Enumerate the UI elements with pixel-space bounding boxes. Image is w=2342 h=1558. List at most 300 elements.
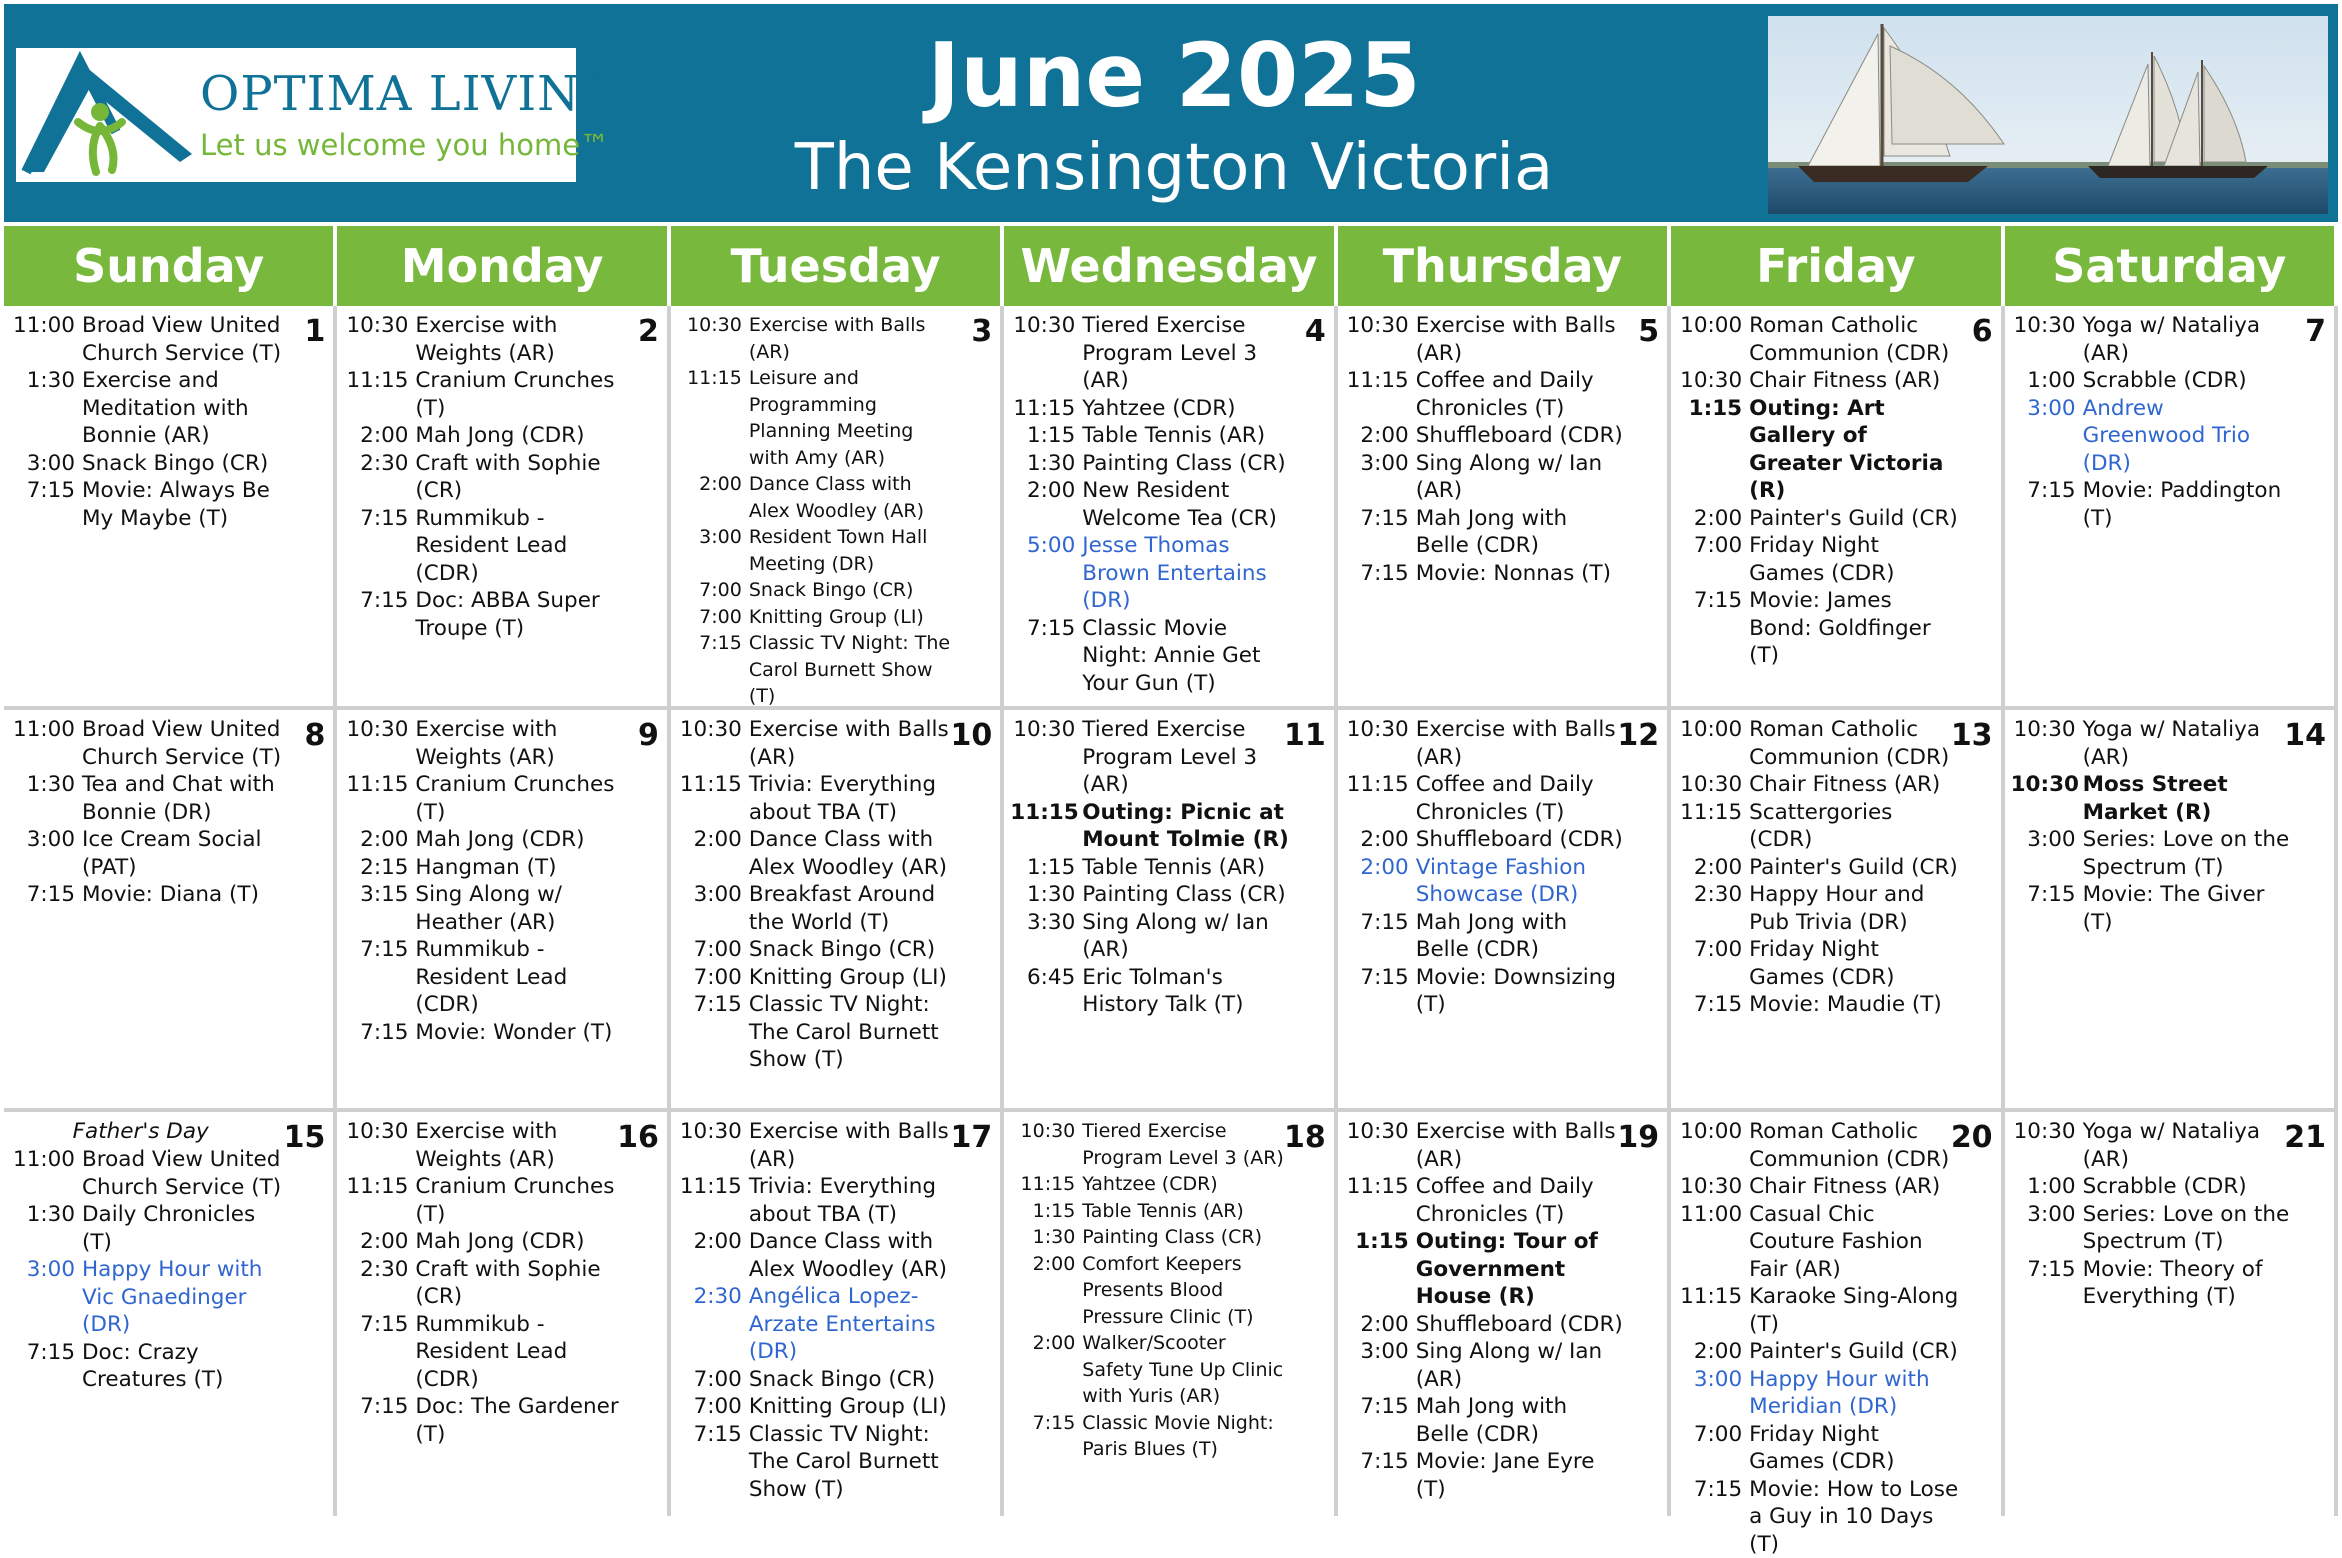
event-item (343, 367, 624, 422)
event-time: 10:00 (1677, 716, 1749, 771)
event-description: Scrabble (CDR) (2083, 1173, 2292, 1201)
date-number: 9 (638, 718, 659, 753)
event-time: 11:00 (10, 716, 82, 771)
event-description: Craft with Sophie (CR) (415, 1256, 624, 1311)
event-time: 10:30 (343, 716, 415, 771)
event-description: Broad View United Church Service (T) (82, 312, 291, 367)
event-item (343, 450, 624, 505)
event-time: 7:00 (677, 1366, 749, 1394)
date-number: 13 (1951, 718, 1993, 753)
event-description: Table Tennis (AR) (1082, 1198, 1291, 1225)
event-item (1010, 716, 1291, 799)
event-time: 3:00 (2011, 1201, 2083, 1256)
event-time: 3:00 (1677, 1366, 1749, 1421)
event-item (1010, 395, 1291, 423)
event-time: 11:15 (1010, 395, 1082, 423)
event-item (343, 881, 624, 936)
event-item (1677, 587, 1958, 670)
day-cell-9 (337, 710, 666, 1108)
event-item (1677, 367, 1958, 395)
event-description: Snack Bingo (CR) (749, 577, 958, 604)
event-item (2011, 312, 2292, 367)
event-time: 10:00 (1677, 312, 1749, 367)
event-item (2011, 826, 2292, 881)
event-list (2011, 312, 2292, 532)
day-cell-12 (1338, 710, 1667, 1108)
event-time: 10:30 (2011, 771, 2083, 826)
event-item (1344, 1118, 1625, 1173)
weekday-header-sunday: Sunday (4, 226, 333, 306)
day-cell-18 (1004, 1112, 1333, 1516)
event-item (10, 826, 291, 881)
event-item (1010, 1198, 1291, 1225)
event-item (1344, 826, 1625, 854)
event-description: Mah Jong (CDR) (415, 826, 624, 854)
event-list (10, 1118, 291, 1394)
event-description: Doc: Crazy Creatures (T) (82, 1339, 291, 1394)
event-time: 3:00 (1344, 1338, 1416, 1393)
event-time: 7:15 (677, 991, 749, 1074)
event-time: 2:00 (1010, 477, 1082, 532)
event-description: Yoga w/ Nataliya (AR) (2083, 312, 2292, 367)
event-item (10, 1201, 291, 1256)
event-item (1010, 312, 1291, 395)
event-description: Happy Hour with Meridian (DR) (1749, 1366, 1958, 1421)
event-time: 11:00 (10, 312, 82, 367)
event-item (343, 1173, 624, 1228)
event-time: 11:15 (1677, 1283, 1749, 1338)
event-item (1344, 367, 1625, 422)
event-time: 11:15 (343, 1173, 415, 1228)
event-time: 10:30 (1677, 771, 1749, 799)
event-item (1344, 450, 1625, 505)
event-description: Snack Bingo (CR) (749, 936, 958, 964)
event-item (1677, 771, 1958, 799)
event-description: Classic Movie Night: Paris Blues (T) (1082, 1410, 1291, 1463)
event-description: Knitting Group (LI) (749, 1393, 958, 1421)
date-number: 1 (305, 314, 326, 349)
event-time: 7:15 (677, 630, 749, 710)
event-description: Scrabble (CDR) (2083, 367, 2292, 395)
event-time: 6:45 (1010, 964, 1082, 1019)
event-item (343, 936, 624, 1019)
day-cell-1 (4, 306, 333, 706)
event-item (343, 771, 624, 826)
event-item (677, 881, 958, 936)
event-description: Table Tennis (AR) (1082, 854, 1291, 882)
day-cell-13 (1671, 710, 2000, 1108)
event-description: Sing Along w/ Ian (AR) (1082, 909, 1291, 964)
event-time: 7:15 (10, 1339, 82, 1394)
event-list (2011, 1118, 2292, 1311)
event-description: Exercise with Balls (AR) (1416, 1118, 1625, 1173)
event-time: 7:15 (343, 1019, 415, 1047)
event-item (2011, 1201, 2292, 1256)
event-item (677, 604, 958, 631)
event-time: 2:00 (677, 826, 749, 881)
event-item (1677, 1173, 1958, 1201)
event-item (10, 771, 291, 826)
date-number: 4 (1305, 314, 1326, 349)
event-time: 1:30 (10, 771, 82, 826)
event-time: 10:30 (677, 716, 749, 771)
event-item (677, 1118, 958, 1173)
event-list (677, 1118, 958, 1503)
month-title: June 2025 (764, 26, 1584, 126)
event-time: 7:15 (343, 587, 415, 642)
event-item (1677, 1118, 1958, 1173)
event-description: Series: Love on the Spectrum (T) (2083, 1201, 2292, 1256)
event-time: 7:00 (1677, 532, 1749, 587)
event-item (1344, 909, 1625, 964)
event-description: Roman Catholic Communion (CDR) (1749, 716, 1958, 771)
event-time: 10:30 (677, 312, 749, 365)
event-time: 7:15 (2011, 477, 2083, 532)
day-cell-2 (337, 306, 666, 706)
event-time: 11:15 (1344, 771, 1416, 826)
event-list (1677, 1118, 1958, 1558)
event-description: Craft with Sophie (CR) (415, 450, 624, 505)
event-item (677, 964, 958, 992)
event-item (10, 1146, 291, 1201)
day-cell-7 (2005, 306, 2334, 706)
event-time: 11:15 (343, 367, 415, 422)
event-item (1344, 422, 1625, 450)
event-time: 11:15 (677, 1173, 749, 1228)
weekday-header-wednesday: Wednesday (1004, 226, 1333, 306)
event-item (343, 587, 624, 642)
event-item (1010, 909, 1291, 964)
event-description: Walker/Scooter Safety Tune Up Clinic with Yuris (AR) (1082, 1330, 1291, 1410)
event-time: 1:00 (2011, 367, 2083, 395)
event-item (2011, 1173, 2292, 1201)
event-time: 1:30 (1010, 881, 1082, 909)
event-item (10, 1339, 291, 1394)
event-time: 10:30 (2011, 716, 2083, 771)
event-list (343, 1118, 624, 1448)
event-item (1010, 1224, 1291, 1251)
event-time: 7:15 (1344, 1448, 1416, 1503)
event-time: 3:00 (10, 450, 82, 478)
event-item (10, 881, 291, 909)
event-description: Sing Along w/ Ian (AR) (1416, 450, 1625, 505)
event-list (1677, 716, 1958, 1019)
event-item (1677, 532, 1958, 587)
event-description: New Resident Welcome Tea (CR) (1082, 477, 1291, 532)
event-description: Broad View United Church Service (T) (82, 716, 291, 771)
event-item (1010, 799, 1291, 854)
weekday-header-thursday: Thursday (1338, 226, 1667, 306)
event-item (677, 1283, 958, 1366)
event-description: Snack Bingo (CR) (82, 450, 291, 478)
event-item (343, 312, 624, 367)
event-time: 3:15 (343, 881, 415, 936)
event-item (1344, 560, 1625, 588)
event-description: Classic Movie Night: Annie Get Your Gun (T) (1082, 615, 1291, 698)
event-description: Karaoke Sing-Along (T) (1749, 1283, 1958, 1338)
event-description: Happy Hour and Pub Trivia (DR) (1749, 881, 1958, 936)
event-description: Chair Fitness (AR) (1749, 1173, 1958, 1201)
event-description: Painting Class (CR) (1082, 450, 1291, 478)
event-time: 2:00 (677, 471, 749, 524)
event-item (1677, 1366, 1958, 1421)
event-item (1344, 1311, 1625, 1339)
event-description: Comfort Keepers Presents Blood Pressure Clinic (T) (1082, 1251, 1291, 1331)
event-description: Painting Class (CR) (1082, 881, 1291, 909)
event-time: 5:00 (1010, 532, 1082, 615)
event-description: Painter's Guild (CR) (1749, 505, 1958, 533)
event-description: Classic TV Night: The Carol Burnett Show (T) (749, 1421, 958, 1504)
event-time: 10:30 (2011, 1118, 2083, 1173)
event-description: Angélica Lopez-Arzate Entertains (DR) (749, 1283, 958, 1366)
event-description: Outing: Tour of Government House (R) (1416, 1228, 1625, 1311)
date-number: 21 (2284, 1120, 2326, 1155)
event-item (677, 365, 958, 471)
event-time: 10:30 (1677, 367, 1749, 395)
event-time: 2:00 (1677, 1338, 1749, 1366)
date-number: 5 (1638, 314, 1659, 349)
event-time: 7:15 (2011, 881, 2083, 936)
day-cell-4 (1004, 306, 1333, 706)
event-description: Mah Jong with Belle (CDR) (1416, 505, 1625, 560)
event-time: 7:00 (677, 936, 749, 964)
event-description: Exercise and Meditation with Bonnie (AR) (82, 367, 291, 450)
day-cell-5 (1338, 306, 1667, 706)
day-cell-10 (671, 710, 1000, 1108)
day-cell-20 (1671, 1112, 2000, 1516)
event-item (2011, 367, 2292, 395)
event-description: Hangman (T) (415, 854, 624, 882)
event-item (677, 577, 958, 604)
event-description: Ice Cream Social (PAT) (82, 826, 291, 881)
event-item (1677, 854, 1958, 882)
event-description: Rummikub - Resident Lead (CDR) (415, 1311, 624, 1394)
date-number: 14 (2284, 718, 2326, 753)
event-item (2011, 881, 2292, 936)
event-time: 7:15 (10, 881, 82, 909)
event-time: 7:00 (677, 1393, 749, 1421)
event-time: 3:00 (1344, 450, 1416, 505)
event-description: Exercise with Balls (AR) (1416, 312, 1625, 367)
event-time: 10:30 (1010, 716, 1082, 799)
event-item (1344, 1393, 1625, 1448)
event-description: Doc: ABBA Super Troupe (T) (415, 587, 624, 642)
event-item (1344, 505, 1625, 560)
event-time: 2:00 (1010, 1330, 1082, 1410)
event-item (1010, 1251, 1291, 1331)
event-item (2011, 716, 2292, 771)
event-time: 2:30 (677, 1283, 749, 1366)
event-description: Exercise with Weights (AR) (415, 716, 624, 771)
event-description: Yahtzee (CDR) (1082, 395, 1291, 423)
event-description: Exercise with Balls (AR) (749, 716, 958, 771)
event-time: 11:15 (1010, 799, 1082, 854)
event-list (1677, 312, 1958, 670)
event-time: 2:00 (1010, 1251, 1082, 1331)
event-list (677, 716, 958, 1074)
event-item (1344, 312, 1625, 367)
event-time: 3:00 (2011, 826, 2083, 881)
event-item (2011, 771, 2292, 826)
day-cell-8 (4, 710, 333, 1108)
event-time: 10:30 (343, 312, 415, 367)
event-description: Movie: Always Be My Maybe (T) (82, 477, 291, 532)
event-description: Friday Night Games (CDR) (1749, 936, 1958, 991)
event-time: 3:00 (10, 1256, 82, 1339)
day-cell-16 (337, 1112, 666, 1516)
event-time: 10:30 (1010, 312, 1082, 395)
event-time: 7:15 (2011, 1256, 2083, 1311)
event-time: 2:00 (1344, 422, 1416, 450)
event-time: 7:15 (10, 477, 82, 532)
event-time: 11:15 (1344, 1173, 1416, 1228)
sailboats-photo (1768, 16, 2328, 214)
event-description: Leisure and Programming Planning Meeting with Amy (AR) (749, 365, 958, 471)
event-time: 10:30 (1344, 312, 1416, 367)
event-list (343, 716, 624, 1046)
event-description: Happy Hour with Vic Gnaedinger (DR) (82, 1256, 291, 1339)
event-description: Chair Fitness (AR) (1749, 771, 1958, 799)
event-time: 2:00 (1677, 505, 1749, 533)
event-item (10, 477, 291, 532)
date-number: 16 (617, 1120, 659, 1155)
day-cell-19 (1338, 1112, 1667, 1516)
event-description: Friday Night Games (CDR) (1749, 1421, 1958, 1476)
event-item (343, 1118, 624, 1173)
event-time: 1:15 (1344, 1228, 1416, 1311)
event-time: 7:00 (1677, 1421, 1749, 1476)
event-item (1344, 716, 1625, 771)
event-description: Rummikub - Resident Lead (CDR) (415, 936, 624, 1019)
event-time: 7:15 (1010, 615, 1082, 698)
event-description: Eric Tolman's History Talk (T) (1082, 964, 1291, 1019)
event-item (1344, 854, 1625, 909)
optima-living-logo (16, 48, 576, 182)
event-item (343, 1019, 624, 1047)
event-time: 10:30 (1344, 716, 1416, 771)
event-time: 2:00 (343, 826, 415, 854)
event-description: Andrew Greenwood Trio (DR) (2083, 395, 2292, 478)
event-time: 3:00 (677, 881, 749, 936)
event-item (677, 312, 958, 365)
event-description: Breakfast Around the World (T) (749, 881, 958, 936)
event-item (1010, 422, 1291, 450)
event-item (677, 1393, 958, 1421)
event-description: Movie: How to Lose a Guy in 10 Days (T) (1749, 1476, 1958, 1558)
house-person-logo-icon (22, 54, 202, 178)
event-time: 1:15 (1010, 1198, 1082, 1225)
event-item (677, 826, 958, 881)
event-item (2011, 1118, 2292, 1173)
event-item (677, 1366, 958, 1394)
event-description: Dance Class with Alex Woodley (AR) (749, 471, 958, 524)
event-item (1010, 854, 1291, 882)
event-time: 3:00 (2011, 395, 2083, 478)
event-time: 11:15 (1344, 367, 1416, 422)
weekday-header-monday: Monday (337, 226, 666, 306)
event-item (1677, 716, 1958, 771)
event-description: Friday Night Games (CDR) (1749, 532, 1958, 587)
event-description: Broad View United Church Service (T) (82, 1146, 291, 1201)
event-item (10, 367, 291, 450)
event-description: Tiered Exercise Program Level 3 (AR) (1082, 1118, 1291, 1171)
event-item (1677, 1421, 1958, 1476)
event-list (343, 312, 624, 642)
event-item (343, 716, 624, 771)
event-list (1010, 1118, 1291, 1463)
event-item (343, 505, 624, 588)
event-time: 11:15 (1010, 1171, 1082, 1198)
event-list (677, 312, 958, 710)
calendar-header (4, 4, 2338, 222)
event-time: 7:15 (1344, 505, 1416, 560)
event-description: Shuffleboard (CDR) (1416, 422, 1625, 450)
event-description: Moss Street Market (R) (2083, 771, 2292, 826)
event-time: 11:15 (1677, 799, 1749, 854)
event-description: Movie: Wonder (T) (415, 1019, 624, 1047)
event-description: Yoga w/ Nataliya (AR) (2083, 1118, 2292, 1173)
event-time: 10:30 (1677, 1173, 1749, 1201)
event-description: Sing Along w/ Ian (AR) (1416, 1338, 1625, 1393)
event-item (1344, 1338, 1625, 1393)
event-item (2011, 395, 2292, 478)
event-time: 2:00 (677, 1228, 749, 1283)
event-description: Casual Chic Couture Fashion Fair (AR) (1749, 1201, 1958, 1284)
event-item (1677, 1201, 1958, 1284)
event-description: Classic TV Night: The Carol Burnett Show (T) (749, 991, 958, 1074)
event-description: Movie: Maudie (T) (1749, 991, 1958, 1019)
event-item (677, 991, 958, 1074)
event-item (677, 771, 958, 826)
event-description: Movie: Paddington (T) (2083, 477, 2292, 532)
event-item (677, 1421, 958, 1504)
event-item (1010, 450, 1291, 478)
weekday-header-row (4, 226, 2338, 306)
event-description: Painter's Guild (CR) (1749, 1338, 1958, 1366)
event-item (1677, 312, 1958, 367)
event-time: 7:15 (343, 1393, 415, 1448)
event-item (677, 936, 958, 964)
event-item (1677, 1476, 1958, 1558)
event-time: 11:15 (343, 771, 415, 826)
event-item (1010, 964, 1291, 1019)
event-description: Dance Class with Alex Woodley (AR) (749, 826, 958, 881)
event-item (677, 524, 958, 577)
event-list (1344, 1118, 1625, 1503)
event-time: 7:15 (1677, 587, 1749, 670)
event-description: Cranium Crunches (T) (415, 771, 624, 826)
event-description: Movie: Theory of Everything (T) (2083, 1256, 2292, 1311)
event-description: Sing Along w/ Heather (AR) (415, 881, 624, 936)
event-description: Cranium Crunches (T) (415, 1173, 624, 1228)
event-time: 7:15 (1677, 991, 1749, 1019)
event-item (677, 471, 958, 524)
event-item (1677, 505, 1958, 533)
event-time: 10:30 (2011, 312, 2083, 367)
event-item (2011, 1256, 2292, 1311)
event-item (1677, 799, 1958, 854)
event-time: 10:30 (343, 1118, 415, 1173)
community-name: The Kensington Victoria (724, 128, 1624, 208)
date-number: 7 (2305, 314, 2326, 349)
event-item (1677, 1338, 1958, 1366)
event-list (1010, 312, 1291, 697)
event-item (10, 312, 291, 367)
event-description: Movie: The Giver (T) (2083, 881, 2292, 936)
event-time: 7:15 (1344, 560, 1416, 588)
date-number: 20 (1951, 1120, 1993, 1155)
event-item (1677, 936, 1958, 991)
